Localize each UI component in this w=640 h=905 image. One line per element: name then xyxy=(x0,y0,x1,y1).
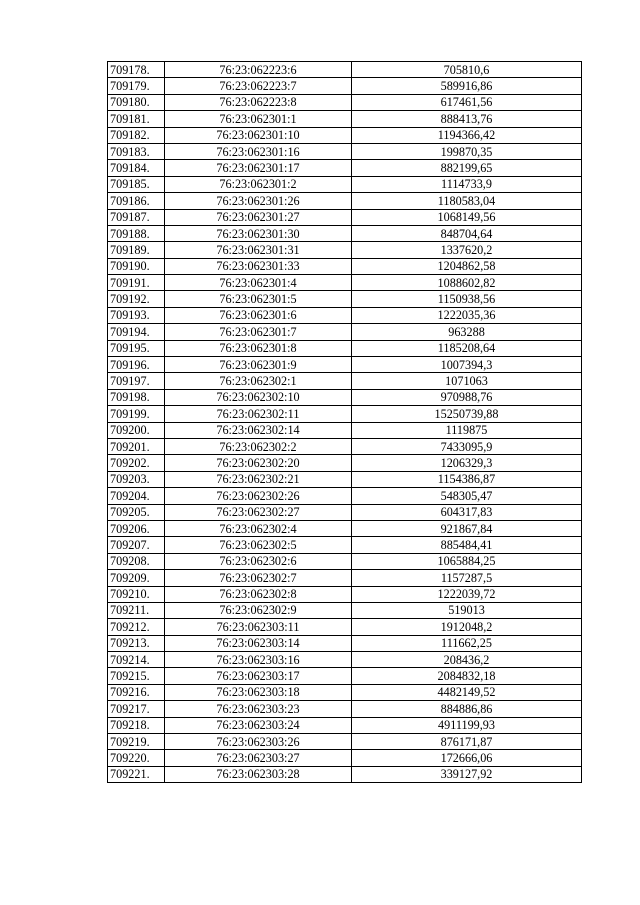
cadastral-value-cell: 1071063 xyxy=(352,373,582,389)
cadastral-value-cell: 1065884,25 xyxy=(352,553,582,569)
table-row xyxy=(108,94,582,110)
cadastral-number-cell: 76:23:062303:17 xyxy=(165,668,352,684)
row-number-cell: 709201. xyxy=(108,438,165,454)
cadastral-value-cell: 1068149,56 xyxy=(352,209,582,225)
table-row xyxy=(108,750,582,766)
row-number-cell: 709219. xyxy=(108,734,165,750)
cadastral-number-cell: 76:23:062223:8 xyxy=(165,94,352,110)
row-number-cell: 709206. xyxy=(108,520,165,536)
cadastral-number-cell: 76:23:062303:26 xyxy=(165,734,352,750)
cadastral-value-cell: 1154386,87 xyxy=(352,471,582,487)
table-row xyxy=(108,340,582,356)
row-number-cell: 709193. xyxy=(108,307,165,323)
cadastral-value-cell: 705810,6 xyxy=(352,62,582,78)
row-number-cell: 709207. xyxy=(108,537,165,553)
row-number-cell: 709212. xyxy=(108,619,165,635)
table-row xyxy=(108,619,582,635)
row-number-cell: 709195. xyxy=(108,340,165,356)
cadastral-number-cell: 76:23:062301:8 xyxy=(165,340,352,356)
cadastral-value-cell: 1204862,58 xyxy=(352,258,582,274)
cadastral-value-cell: 1222039,72 xyxy=(352,586,582,602)
cadastral-number-cell: 76:23:062302:5 xyxy=(165,537,352,553)
cadastral-number-cell: 76:23:062302:2 xyxy=(165,438,352,454)
table-row xyxy=(108,160,582,176)
cadastral-number-cell: 76:23:062302:6 xyxy=(165,553,352,569)
row-number-cell: 709198. xyxy=(108,389,165,405)
table-body xyxy=(108,62,582,783)
cadastral-number-cell: 76:23:062302:20 xyxy=(165,455,352,471)
cadastral-number-cell: 76:23:062301:16 xyxy=(165,143,352,159)
table-row xyxy=(108,324,582,340)
row-number-cell: 709204. xyxy=(108,488,165,504)
row-number-cell: 709179. xyxy=(108,78,165,94)
cadastral-value-cell: 548305,47 xyxy=(352,488,582,504)
cadastral-value-cell: 519013 xyxy=(352,602,582,618)
row-number-cell: 709205. xyxy=(108,504,165,520)
cadastral-number-cell: 76:23:062301:33 xyxy=(165,258,352,274)
cadastral-value-cell: 111662,25 xyxy=(352,635,582,651)
cadastral-number-cell: 76:23:062303:16 xyxy=(165,652,352,668)
cadastral-value-cell: 4911199,93 xyxy=(352,717,582,733)
cadastral-value-cell: 921867,84 xyxy=(352,520,582,536)
cadastral-number-cell: 76:23:062301:26 xyxy=(165,193,352,209)
cadastral-number-cell: 76:23:062223:6 xyxy=(165,62,352,78)
cadastral-value-cell: 172666,06 xyxy=(352,750,582,766)
cadastral-value-cell: 1222035,36 xyxy=(352,307,582,323)
cadastral-number-cell: 76:23:062303:23 xyxy=(165,701,352,717)
cadastral-number-cell: 76:23:062301:30 xyxy=(165,225,352,241)
row-number-cell: 709196. xyxy=(108,357,165,373)
cadastral-value-cell: 15250739,88 xyxy=(352,406,582,422)
cadastral-value-cell: 208436,2 xyxy=(352,652,582,668)
row-number-cell: 709208. xyxy=(108,553,165,569)
cadastral-value-cell: 1337620,2 xyxy=(352,242,582,258)
cadastral-number-cell: 76:23:062301:27 xyxy=(165,209,352,225)
cadastral-value-table xyxy=(107,61,582,783)
table-row xyxy=(108,422,582,438)
table-row xyxy=(108,176,582,192)
row-number-cell: 709213. xyxy=(108,635,165,651)
cadastral-value-cell: 1157287,5 xyxy=(352,570,582,586)
cadastral-value-cell: 970988,76 xyxy=(352,389,582,405)
cadastral-number-cell: 76:23:062303:24 xyxy=(165,717,352,733)
table-row xyxy=(108,193,582,209)
cadastral-number-cell: 76:23:062303:18 xyxy=(165,684,352,700)
table-row xyxy=(108,553,582,569)
row-number-cell: 709216. xyxy=(108,684,165,700)
cadastral-number-cell: 76:23:062302:27 xyxy=(165,504,352,520)
row-number-cell: 709210. xyxy=(108,586,165,602)
row-number-cell: 709200. xyxy=(108,422,165,438)
cadastral-number-cell: 76:23:062301:4 xyxy=(165,275,352,291)
row-number-cell: 709202. xyxy=(108,455,165,471)
cadastral-value-cell: 1206329,3 xyxy=(352,455,582,471)
cadastral-number-cell: 76:23:062223:7 xyxy=(165,78,352,94)
cadastral-number-cell: 76:23:062303:28 xyxy=(165,766,352,782)
row-number-cell: 709197. xyxy=(108,373,165,389)
cadastral-number-cell: 76:23:062301:10 xyxy=(165,127,352,143)
table-row xyxy=(108,225,582,241)
cadastral-number-cell: 76:23:062301:17 xyxy=(165,160,352,176)
cadastral-value-cell: 1185208,64 xyxy=(352,340,582,356)
table-row xyxy=(108,766,582,782)
cadastral-number-cell: 76:23:062301:6 xyxy=(165,307,352,323)
cadastral-value-cell: 7433095,9 xyxy=(352,438,582,454)
cadastral-number-cell: 76:23:062301:1 xyxy=(165,111,352,127)
cadastral-value-cell: 199870,35 xyxy=(352,143,582,159)
cadastral-value-cell: 963288 xyxy=(352,324,582,340)
row-number-cell: 709186. xyxy=(108,193,165,209)
table-row xyxy=(108,734,582,750)
cadastral-number-cell: 76:23:062302:26 xyxy=(165,488,352,504)
row-number-cell: 709215. xyxy=(108,668,165,684)
cadastral-value-cell: 884886,86 xyxy=(352,701,582,717)
table-row xyxy=(108,209,582,225)
cadastral-value-cell: 1114733,9 xyxy=(352,176,582,192)
row-number-cell: 709214. xyxy=(108,652,165,668)
row-number-cell: 709189. xyxy=(108,242,165,258)
cadastral-value-cell: 876171,87 xyxy=(352,734,582,750)
table-row xyxy=(108,602,582,618)
table-row xyxy=(108,488,582,504)
cadastral-number-cell: 76:23:062303:14 xyxy=(165,635,352,651)
table-row xyxy=(108,438,582,454)
cadastral-value-cell: 4482149,52 xyxy=(352,684,582,700)
cadastral-number-cell: 76:23:062301:31 xyxy=(165,242,352,258)
cadastral-number-cell: 76:23:062302:8 xyxy=(165,586,352,602)
table-row xyxy=(108,652,582,668)
row-number-cell: 709220. xyxy=(108,750,165,766)
cadastral-value-cell: 1119875 xyxy=(352,422,582,438)
cadastral-value-cell: 848704,64 xyxy=(352,225,582,241)
cadastral-value-cell: 882199,65 xyxy=(352,160,582,176)
table-row xyxy=(108,570,582,586)
cadastral-number-cell: 76:23:062301:7 xyxy=(165,324,352,340)
table-row xyxy=(108,635,582,651)
cadastral-number-cell: 76:23:062302:10 xyxy=(165,389,352,405)
cadastral-value-cell: 1194366,42 xyxy=(352,127,582,143)
cadastral-value-cell: 888413,76 xyxy=(352,111,582,127)
row-number-cell: 709190. xyxy=(108,258,165,274)
cadastral-value-cell: 2084832,18 xyxy=(352,668,582,684)
row-number-cell: 709209. xyxy=(108,570,165,586)
table-row xyxy=(108,668,582,684)
table-row xyxy=(108,242,582,258)
cadastral-number-cell: 76:23:062302:21 xyxy=(165,471,352,487)
table-row xyxy=(108,357,582,373)
row-number-cell: 709218. xyxy=(108,717,165,733)
table-row xyxy=(108,717,582,733)
row-number-cell: 709180. xyxy=(108,94,165,110)
table-row xyxy=(108,455,582,471)
table-row xyxy=(108,307,582,323)
table-row xyxy=(108,684,582,700)
cadastral-number-cell: 76:23:062302:9 xyxy=(165,602,352,618)
row-number-cell: 709183. xyxy=(108,143,165,159)
table-row xyxy=(108,291,582,307)
row-number-cell: 709192. xyxy=(108,291,165,307)
row-number-cell: 709194. xyxy=(108,324,165,340)
cadastral-value-cell: 1912048,2 xyxy=(352,619,582,635)
table-row xyxy=(108,143,582,159)
table-row xyxy=(108,504,582,520)
table-row xyxy=(108,701,582,717)
table-row xyxy=(108,520,582,536)
row-number-cell: 709182. xyxy=(108,127,165,143)
table-row xyxy=(108,127,582,143)
table-row xyxy=(108,471,582,487)
cadastral-number-cell: 76:23:062303:27 xyxy=(165,750,352,766)
cadastral-number-cell: 76:23:062302:7 xyxy=(165,570,352,586)
cadastral-value-cell: 604317,83 xyxy=(352,504,582,520)
row-number-cell: 709211. xyxy=(108,602,165,618)
cadastral-number-cell: 76:23:062303:11 xyxy=(165,619,352,635)
row-number-cell: 709185. xyxy=(108,176,165,192)
row-number-cell: 709217. xyxy=(108,701,165,717)
cadastral-number-cell: 76:23:062301:9 xyxy=(165,357,352,373)
cadastral-value-cell: 1007394,3 xyxy=(352,357,582,373)
cadastral-value-cell: 1180583,04 xyxy=(352,193,582,209)
cadastral-value-cell: 339127,92 xyxy=(352,766,582,782)
cadastral-value-cell: 617461,56 xyxy=(352,94,582,110)
table-row xyxy=(108,111,582,127)
table-row xyxy=(108,537,582,553)
cadastral-number-cell: 76:23:062302:1 xyxy=(165,373,352,389)
cadastral-value-cell: 1088602,82 xyxy=(352,275,582,291)
row-number-cell: 709188. xyxy=(108,225,165,241)
row-number-cell: 709187. xyxy=(108,209,165,225)
cadastral-number-cell: 76:23:062301:5 xyxy=(165,291,352,307)
table-row xyxy=(108,258,582,274)
row-number-cell: 709199. xyxy=(108,406,165,422)
table-row xyxy=(108,62,582,78)
row-number-cell: 709181. xyxy=(108,111,165,127)
cadastral-number-cell: 76:23:062302:4 xyxy=(165,520,352,536)
cadastral-value-cell: 885484,41 xyxy=(352,537,582,553)
cadastral-number-cell: 76:23:062301:2 xyxy=(165,176,352,192)
row-number-cell: 709178. xyxy=(108,62,165,78)
table-row xyxy=(108,389,582,405)
row-number-cell: 709221. xyxy=(108,766,165,782)
cadastral-number-cell: 76:23:062302:14 xyxy=(165,422,352,438)
cadastral-number-cell: 76:23:062302:11 xyxy=(165,406,352,422)
table-row xyxy=(108,275,582,291)
table-row xyxy=(108,406,582,422)
row-number-cell: 709203. xyxy=(108,471,165,487)
row-number-cell: 709184. xyxy=(108,160,165,176)
row-number-cell: 709191. xyxy=(108,275,165,291)
cadastral-value-cell: 589916,86 xyxy=(352,78,582,94)
table-row xyxy=(108,373,582,389)
table-row xyxy=(108,78,582,94)
table-row xyxy=(108,586,582,602)
cadastral-value-cell: 1150938,56 xyxy=(352,291,582,307)
